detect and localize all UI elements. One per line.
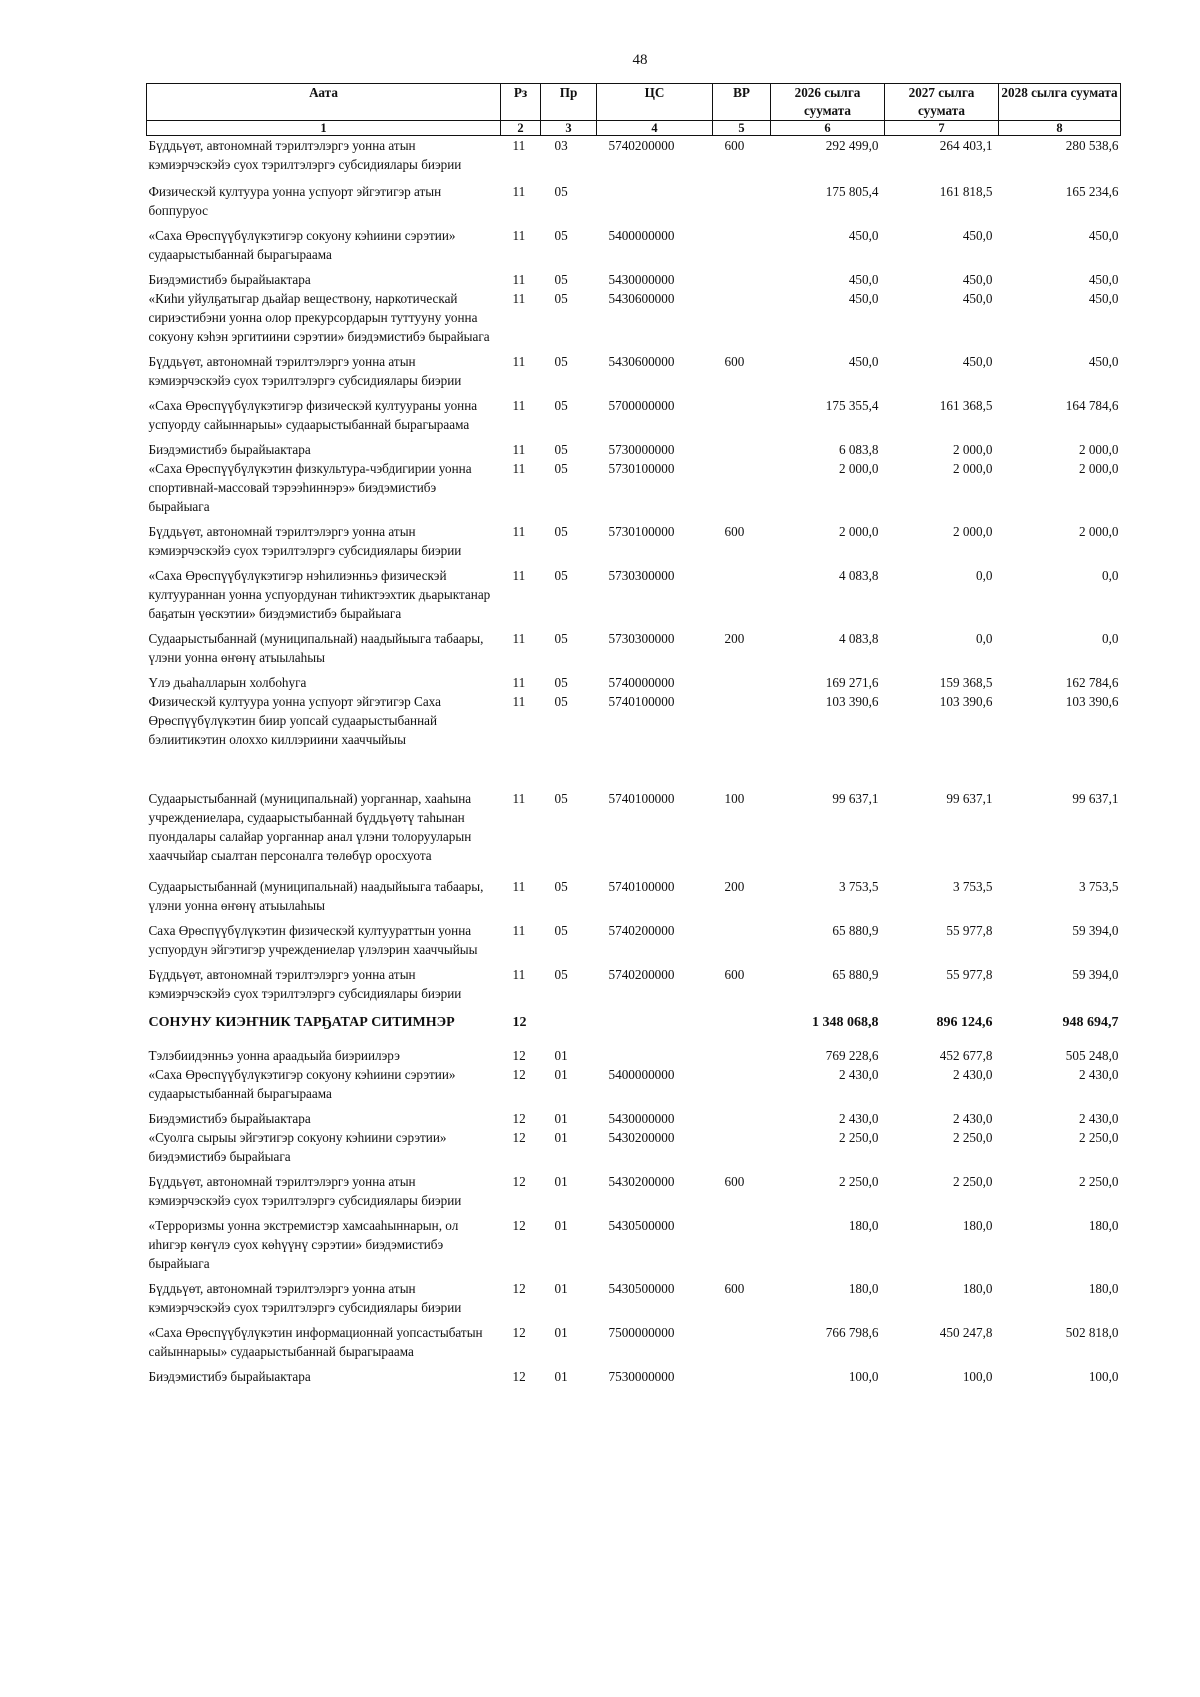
row-pr: 05 [554, 184, 568, 199]
row-name: Физическэй култуура уонна успуорт эйгэтигэр Саха Өрөспүүбүлүкэтин биир уопсай судаарыстыбаннай бэлиитикэтин олоххо киллэриини хааччыйыы [148, 694, 441, 747]
row-2026: 180,0 [848, 1281, 879, 1296]
row-2026: 180,0 [848, 1218, 879, 1233]
row-rz: 11 [512, 442, 526, 457]
row-pr: 05 [554, 291, 568, 306]
row-2028: 103 390,6 [1065, 694, 1119, 709]
budget-table-sheet [146, 83, 1120, 1386]
row-pr: 05 [554, 354, 568, 369]
row-rz: 12 [512, 1218, 526, 1233]
row-2028: 180,0 [1088, 1218, 1119, 1233]
row-2027: 3 753,5 [952, 879, 993, 894]
page-number: 48 [632, 52, 648, 68]
row-rz: 11 [512, 272, 526, 287]
row-rz: 11 [512, 184, 526, 199]
row-vr: 600 [724, 1174, 745, 1189]
row-2027: 161 818,5 [939, 184, 993, 199]
row-2027: 55 977,8 [946, 967, 993, 982]
row-2027: 2 250,0 [952, 1174, 993, 1189]
row-2028: 59 394,0 [1072, 923, 1119, 938]
row-2028: 162 784,6 [1065, 675, 1119, 690]
row-2026: 769 228,6 [825, 1048, 879, 1063]
row-vr: 600 [724, 524, 745, 539]
row-cs: 5730100000 [608, 524, 675, 539]
row-2027: 450,0 [962, 272, 993, 287]
header-num-8: 8 [999, 121, 1121, 136]
header-num-5: 5 [713, 121, 771, 136]
row-cs: 5740100000 [608, 791, 675, 806]
row-name: Тэлэбиидэнньэ уонна араадьыйа биэриилэрэ [148, 1048, 400, 1063]
row-pr: 01 [554, 1369, 568, 1384]
row-cs: 5740200000 [608, 138, 675, 153]
row-rz: 11 [512, 791, 526, 806]
row-cs: 5740200000 [608, 967, 675, 982]
header-2026: 2026 сылга суумата [771, 84, 885, 121]
row-cs: 7530000000 [608, 1369, 675, 1384]
row-name: Биэдэмистибэ бырайыактара [148, 442, 311, 457]
row-vr [713, 1323, 771, 1367]
row-cs: 5730300000 [608, 631, 675, 646]
row-2026: 65 880,9 [832, 923, 879, 938]
row-vr [713, 1046, 771, 1065]
row-cs: 5430500000 [608, 1281, 675, 1296]
section-cs-empty [597, 1009, 713, 1046]
table-row [147, 1128, 1121, 1172]
row-rz: 12 [512, 1111, 526, 1126]
row-2026: 2 000,0 [838, 524, 879, 539]
row-2027: 2 430,0 [952, 1067, 993, 1082]
row-2026: 6 083,8 [838, 442, 879, 457]
row-rz: 12 [512, 1325, 526, 1340]
row-vr: 100 [724, 791, 745, 806]
row-rz: 12 [512, 1048, 526, 1063]
row-rz: 11 [512, 879, 526, 894]
row-name: «Киһи уйулҕатыгар дьайар веществону, наркотическай сириэстибэни уонна олор прекурсордарын туттууну уонна сокуону кэһэн эргитиини сэрэтии» биэдэмистибэ бырайыага [148, 291, 490, 344]
row-2028: 502 818,0 [1065, 1325, 1119, 1340]
row-rz: 11 [512, 291, 526, 306]
section-2027: 896 124,6 [936, 1015, 993, 1030]
row-pr: 05 [554, 675, 568, 690]
row-rz: 11 [512, 228, 526, 243]
row-2027: 161 368,5 [939, 398, 993, 413]
row-name: Судаарыстыбаннай (муниципальнай) наадыйыыга табаары, үлэни уонна өҥөнү атыылаһыы [148, 879, 484, 913]
section-vr-empty [713, 1009, 771, 1046]
row-2027: 159 368,5 [939, 675, 993, 690]
table-row [147, 877, 1121, 921]
row-vr: 200 [724, 879, 745, 894]
row-pr: 01 [554, 1048, 568, 1063]
table-row [147, 692, 1121, 789]
table-header [147, 84, 1121, 136]
row-2026: 766 798,6 [825, 1325, 879, 1340]
table-row [147, 673, 1121, 692]
row-2027: 264 403,1 [939, 138, 993, 153]
row-rz: 12 [512, 1174, 526, 1189]
row-cs: 5430000000 [608, 1111, 675, 1126]
table-row [147, 1216, 1121, 1279]
row-2027: 0,0 [976, 568, 993, 583]
row-cs: 5740000000 [608, 675, 675, 690]
row-vr: 600 [724, 354, 745, 369]
header-name: Аата [147, 84, 501, 121]
row-2027: 2 430,0 [952, 1111, 993, 1126]
row-vr [713, 921, 771, 965]
row-2026: 450,0 [848, 291, 879, 306]
row-vr [713, 1128, 771, 1172]
row-pr: 01 [554, 1111, 568, 1126]
row-2028: 0,0 [1102, 568, 1119, 583]
row-vr [713, 673, 771, 692]
row-pr: 05 [554, 923, 568, 938]
row-rz: 11 [512, 967, 526, 982]
row-2028: 2 430,0 [1078, 1067, 1119, 1082]
row-2027: 452 677,8 [939, 1048, 993, 1063]
row-vr [713, 459, 771, 522]
row-rz: 11 [512, 631, 526, 646]
row-vr [713, 440, 771, 459]
row-2028: 164 784,6 [1065, 398, 1119, 413]
row-vr: 600 [724, 138, 745, 153]
row-cs: 5430000000 [608, 272, 675, 287]
row-rz: 11 [512, 568, 526, 583]
row-2028: 2 250,0 [1078, 1130, 1119, 1145]
row-vr: 200 [724, 631, 745, 646]
row-vr [713, 226, 771, 270]
row-cs: 5730300000 [608, 568, 675, 583]
row-2026: 2 430,0 [838, 1111, 879, 1126]
row-2026: 4 083,8 [838, 568, 879, 583]
header-rz: Рз [501, 84, 541, 121]
table-row [147, 289, 1121, 352]
row-2026: 4 083,8 [838, 631, 879, 646]
table-row [147, 921, 1121, 965]
row-vr [713, 1109, 771, 1128]
section-name: СОНУНУ КИЭҤНИК ТАРҔАТАР СИТИМНЭР [148, 1015, 455, 1030]
row-2026: 2 250,0 [838, 1130, 879, 1145]
row-cs: 5730100000 [608, 461, 675, 476]
header-num-7: 7 [885, 121, 999, 136]
table-row [147, 226, 1121, 270]
row-vr [713, 692, 771, 789]
row-cs: 5430600000 [608, 354, 675, 369]
row-2027: 103 390,6 [939, 694, 993, 709]
row-vr [713, 182, 771, 226]
row-2028: 99 637,1 [1072, 791, 1119, 806]
row-2028: 2 000,0 [1078, 461, 1119, 476]
row-cs: 5430200000 [608, 1130, 675, 1145]
row-rz: 11 [512, 694, 526, 709]
row-name: Бүддьүөт, автономнай тэрилтэлэргэ уонна атын кэмиэрчэскэйэ суох тэрилтэлэргэ субсидиялары биэрии [148, 967, 462, 1001]
row-2027: 180,0 [962, 1281, 993, 1296]
table-row [147, 396, 1121, 440]
table-row [147, 1109, 1121, 1128]
header-cs: ЦС [597, 84, 713, 121]
row-pr: 01 [554, 1067, 568, 1082]
row-2026: 2 430,0 [838, 1067, 879, 1082]
row-cs: 5400000000 [608, 228, 675, 243]
row-2026: 3 753,5 [838, 879, 879, 894]
row-2027: 180,0 [962, 1218, 993, 1233]
row-2028: 59 394,0 [1072, 967, 1119, 982]
row-2027: 2 000,0 [952, 442, 993, 457]
table-row [147, 136, 1121, 183]
row-pr: 05 [554, 272, 568, 287]
row-vr [713, 289, 771, 352]
row-pr: 05 [554, 524, 568, 539]
row-name: Үлэ дьаһалларын холбоһуга [148, 675, 307, 690]
row-cs: 5740100000 [608, 694, 675, 709]
section-pr-empty [541, 1009, 597, 1046]
row-2028: 2 430,0 [1078, 1111, 1119, 1126]
row-name: «Саха Өрөспүүбүлүкэтигэр нэһилиэнньэ физическэй култуураннан уонна успуордунан тиһиктээхтик дьарыктанар баҕатын үөскэтии» биэдэмистибэ бырайыага [148, 568, 491, 621]
row-2028: 165 234,6 [1065, 184, 1119, 199]
row-name: «Саха Өрөспүүбүлүкэтигэр сокуону кэһиини сэрэтии» судаарыстыбаннай бырагыраама [148, 228, 456, 262]
row-2026: 2 250,0 [838, 1174, 879, 1189]
row-2028: 450,0 [1088, 272, 1119, 287]
row-cs: 5400000000 [608, 1067, 675, 1082]
header-num-4: 4 [597, 121, 713, 136]
row-2028: 0,0 [1102, 631, 1119, 646]
row-pr: 05 [554, 461, 568, 476]
table-row [147, 566, 1121, 629]
budget-table [146, 83, 1121, 1386]
header-num-6: 6 [771, 121, 885, 136]
row-rz: 12 [512, 1067, 526, 1082]
row-name: «Саха Өрөспүүбүлүкэтигэр физическэй култуураны уонна успуорду сайыннарыы» судаарыстыбаннай бырагыраама [148, 398, 478, 432]
header-vr: ВР [713, 84, 771, 121]
row-vr [713, 1216, 771, 1279]
row-vr [713, 396, 771, 440]
row-pr: 01 [554, 1174, 568, 1189]
row-rz: 11 [512, 354, 526, 369]
row-name: «Саха Өрөспүүбүлүкэтин информационнай уопсастыбатын сайыннарыы» судаарыстыбаннай бырагыраама [148, 1325, 483, 1359]
row-name: Судаарыстыбаннай (муниципальнай) уорганнар, хааһына учреждениелара, судаарыстыбаннай бүддьүөтү таһынан пуондалары салайар уорганнар анал үлэни толорууларын хааччыйар сыалтан персоналга төлөбүр оросхуота [148, 791, 472, 863]
row-2026: 450,0 [848, 354, 879, 369]
row-2028: 2 000,0 [1078, 524, 1119, 539]
header-pr: Пр [541, 84, 597, 121]
row-pr: 05 [554, 228, 568, 243]
row-cs: 7500000000 [608, 1325, 675, 1340]
row-2027: 0,0 [976, 631, 993, 646]
header-num-2: 2 [501, 121, 541, 136]
row-cs: 5430200000 [608, 1174, 675, 1189]
row-2027: 99 637,1 [946, 791, 993, 806]
row-2026: 450,0 [848, 228, 879, 243]
row-vr [713, 1367, 771, 1386]
row-2028: 450,0 [1088, 228, 1119, 243]
section-row [147, 1009, 1121, 1046]
section-rz: 12 [512, 1015, 527, 1030]
row-2027: 2 250,0 [952, 1130, 993, 1145]
table-body [147, 136, 1121, 1387]
row-rz: 12 [512, 1130, 526, 1145]
row-pr: 05 [554, 694, 568, 709]
table-row [147, 1065, 1121, 1109]
row-name: Бүддьүөт, автономнай тэрилтэлэргэ уонна атын кэмиэрчэскэйэ суох тэрилтэлэргэ субсидиялары биэрии [148, 354, 462, 388]
row-name: Биэдэмистибэ бырайыактара [148, 1369, 311, 1384]
row-2028: 2 000,0 [1078, 442, 1119, 457]
row-2027: 55 977,8 [946, 923, 993, 938]
row-2026: 100,0 [848, 1369, 879, 1384]
row-cs: 5740100000 [608, 879, 675, 894]
row-name: Бүддьүөт, автономнай тэрилтэлэргэ уонна атын кэмиэрчэскэйэ суох тэрилтэлэргэ субсидиялары биэрии [148, 524, 462, 558]
table-row [147, 789, 1121, 877]
row-2027: 100,0 [962, 1369, 993, 1384]
table-row [147, 1323, 1121, 1367]
row-name: Биэдэмистибэ бырайыактара [148, 272, 311, 287]
section-2028: 948 694,7 [1062, 1015, 1119, 1030]
row-rz: 12 [512, 1281, 526, 1296]
row-pr: 01 [554, 1130, 568, 1145]
row-vr: 600 [724, 967, 745, 982]
row-cs: 5430500000 [608, 1218, 675, 1233]
row-2026: 450,0 [848, 272, 879, 287]
row-cs [597, 1046, 713, 1065]
row-vr [713, 566, 771, 629]
row-rz: 11 [512, 398, 526, 413]
row-2027: 450,0 [962, 228, 993, 243]
table-row [147, 459, 1121, 522]
row-pr: 03 [554, 138, 568, 153]
row-rz: 11 [512, 675, 526, 690]
row-name: Бүддьүөт, автономнай тэрилтэлэргэ уонна атын кэмиэрчэскэйэ суох тэрилтэлэргэ субсидиялары биэрии [148, 1174, 462, 1208]
row-2028: 3 753,5 [1078, 879, 1119, 894]
header-2027: 2027 сылга суумата [885, 84, 999, 121]
row-2027: 450,0 [962, 291, 993, 306]
table-row [147, 965, 1121, 1009]
row-name: Судаарыстыбаннай (муниципальнай) наадыйыыга табаары, үлэни уонна өҥөнү атыылаһыы [148, 631, 484, 665]
row-rz: 11 [512, 461, 526, 476]
table-row [147, 1367, 1121, 1386]
row-2028: 100,0 [1088, 1369, 1119, 1384]
row-2026: 169 271,6 [825, 675, 879, 690]
row-2026: 292 499,0 [825, 138, 879, 153]
row-cs: 5430600000 [608, 291, 675, 306]
row-2026: 103 390,6 [825, 694, 879, 709]
row-2027: 450 247,8 [939, 1325, 993, 1340]
row-pr: 05 [554, 879, 568, 894]
header-2028: 2028 сылга суумата [999, 84, 1121, 121]
row-rz: 11 [512, 138, 526, 153]
row-2026: 175 355,4 [825, 398, 879, 413]
header-num-3: 3 [541, 121, 597, 136]
row-pr: 05 [554, 967, 568, 982]
row-2027: 2 000,0 [952, 461, 993, 476]
row-pr: 01 [554, 1281, 568, 1296]
table-row [147, 522, 1121, 566]
header-num-1: 1 [147, 121, 501, 136]
table-row [147, 440, 1121, 459]
row-vr: 600 [724, 1281, 745, 1296]
row-2028: 2 250,0 [1078, 1174, 1119, 1189]
row-2026: 99 637,1 [832, 791, 879, 806]
row-name: «Саха Өрөспүүбүлүкэтигэр сокуону кэһиини сэрэтии» судаарыстыбаннай бырагыраама [148, 1067, 456, 1101]
row-name: Биэдэмистибэ бырайыактара [148, 1111, 311, 1126]
row-cs: 5730000000 [608, 442, 675, 457]
row-2028: 450,0 [1088, 354, 1119, 369]
row-vr [713, 270, 771, 289]
row-name: «Саха Өрөспүүбүлүкэтин физкультура-чэбдигирии уонна спортивнай-массовай тэрээһиннэрэ» биэдэмистибэ бырайыага [148, 461, 472, 514]
row-name: «Терроризмы уонна экстремистэр хамсааһыннарын, ол иһигэр көҥүлэ суох көһүүнү сэрэтии» биэдэмистибэ бырайыага [148, 1218, 459, 1271]
row-cs: 5740200000 [608, 923, 675, 938]
row-pr: 05 [554, 442, 568, 457]
row-rz: 12 [512, 1369, 526, 1384]
table-row [147, 182, 1121, 226]
row-2026: 65 880,9 [832, 967, 879, 982]
table-row [147, 1046, 1121, 1065]
row-2026: 2 000,0 [838, 461, 879, 476]
row-2027: 2 000,0 [952, 524, 993, 539]
row-pr: 01 [554, 1325, 568, 1340]
row-2028: 450,0 [1088, 291, 1119, 306]
table-row [147, 352, 1121, 396]
row-vr [713, 1065, 771, 1109]
row-pr: 05 [554, 631, 568, 646]
row-name: Физическэй култуура уонна успуорт эйгэтигэр атын боппуруос [148, 184, 442, 218]
row-name: Бүддьүөт, автономнай тэрилтэлэргэ уонна атын кэмиэрчэскэйэ суох тэрилтэлэргэ субсидиялары биэрии [148, 1281, 462, 1315]
table-row [147, 1172, 1121, 1216]
row-cs [597, 182, 713, 226]
row-rz: 11 [512, 923, 526, 938]
row-2028: 280 538,6 [1065, 138, 1119, 153]
row-name: «Суолга сырыы эйгэтигэр сокуону кэһиини сэрэтии» биэдэмистибэ бырайыага [148, 1130, 447, 1164]
row-2028: 180,0 [1088, 1281, 1119, 1296]
row-2026: 175 805,4 [825, 184, 879, 199]
row-rz: 11 [512, 524, 526, 539]
row-name: Бүддьүөт, автономнай тэрилтэлэргэ уонна атын кэмиэрчэскэйэ суох тэрилтэлэргэ субсидиялары биэрии [148, 138, 462, 172]
table-row [147, 270, 1121, 289]
row-2028: 505 248,0 [1065, 1048, 1119, 1063]
section-2026: 1 348 068,8 [812, 1015, 879, 1030]
row-pr: 05 [554, 568, 568, 583]
table-row [147, 629, 1121, 673]
row-name: Саха Өрөспүүбүлүкэтин физическэй култуураттын уонна успуордун эйгэтигэр учреждениелар үлэлэрин хааччыйыы [148, 923, 478, 957]
row-cs: 5700000000 [608, 398, 675, 413]
row-pr: 05 [554, 791, 568, 806]
row-pr: 01 [554, 1218, 568, 1233]
row-pr: 05 [554, 398, 568, 413]
row-2027: 450,0 [962, 354, 993, 369]
table-row [147, 1279, 1121, 1323]
